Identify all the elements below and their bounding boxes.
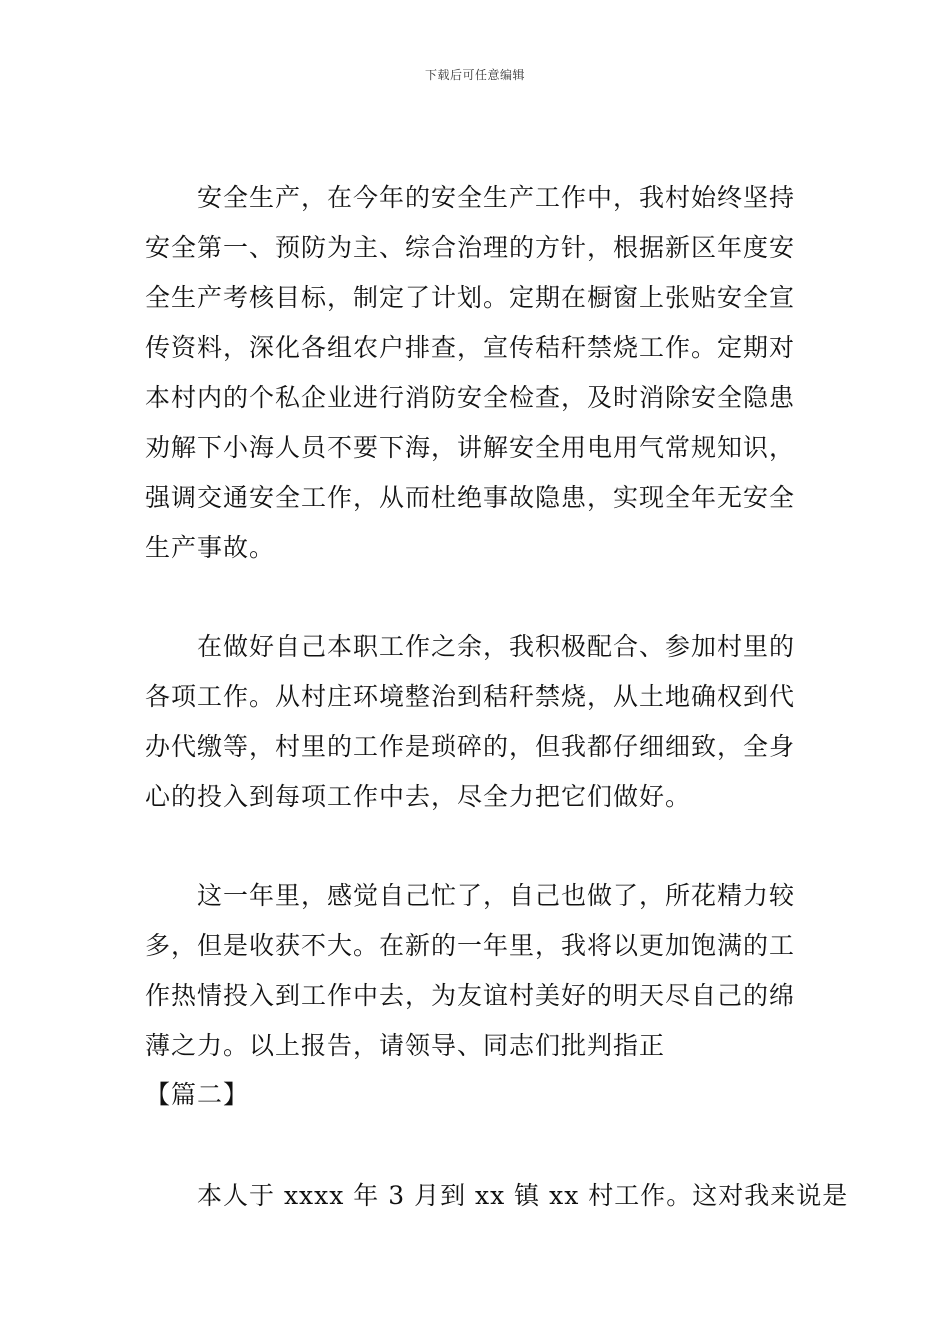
paragraph-1-line-5: 本村内的个私企业进行消防安全检查，及时消除安全隐患 (145, 383, 796, 412)
paragraph-2-line-3: 办代缴等，村里的工作是琐碎的，但我都仔细细致，全身 (145, 732, 796, 761)
paragraph-4-line-1: 本人于 xxxx 年 3 月到 xx 镇 xx 村工作。这对我来说是 (197, 1181, 849, 1210)
paragraph-1-line-6: 劝解下小海人员不要下海，讲解安全用电用气常规知识， (145, 433, 796, 462)
paragraph-3-line-2: 多，但是收获不大。在新的一年里，我将以更加饱满的工 (145, 931, 796, 960)
section-heading: 【篇二】 (145, 1080, 250, 1109)
paragraph-1-line-4: 传资料，深化各组农户排查，宣传秸秆禁烧工作。定期对 (145, 333, 796, 362)
paragraph-1-line-7: 强调交通安全工作，从而杜绝事故隐患，实现全年无安全 (145, 483, 796, 512)
paragraph-3-line-4: 薄之力。以上报告，请领导、同志们批判指正 (145, 1031, 666, 1060)
paragraph-2-line-1: 在做好自己本职工作之余，我积极配合、参加村里的 (197, 632, 796, 661)
paragraph-1-line-1: 安全生产，在今年的安全生产工作中，我村始终坚持 (197, 183, 796, 212)
paragraph-1-line-3: 全生产考核目标，制定了计划。定期在橱窗上张贴安全宣 (145, 283, 796, 312)
paragraph-3-line-3: 作热情投入到工作中去，为友谊村美好的明天尽自己的绵 (145, 981, 796, 1010)
paragraph-2-line-4: 心的投入到每项工作中去，尽全力把它们做好。 (145, 782, 692, 811)
page-header: 下载后可任意编辑 (424, 68, 525, 82)
paragraph-1-line-8: 生产事故。 (145, 533, 276, 562)
paragraph-3-line-1: 这一年里，感觉自己忙了，自己也做了，所花精力较 (197, 881, 796, 910)
paragraph-2-line-2: 各项工作。从村庄环境整治到秸秆禁烧，从土地确权到代 (145, 682, 796, 711)
paragraph-1-line-2: 安全第一、预防为主、综合治理的方针，根据新区年度安 (145, 233, 796, 262)
